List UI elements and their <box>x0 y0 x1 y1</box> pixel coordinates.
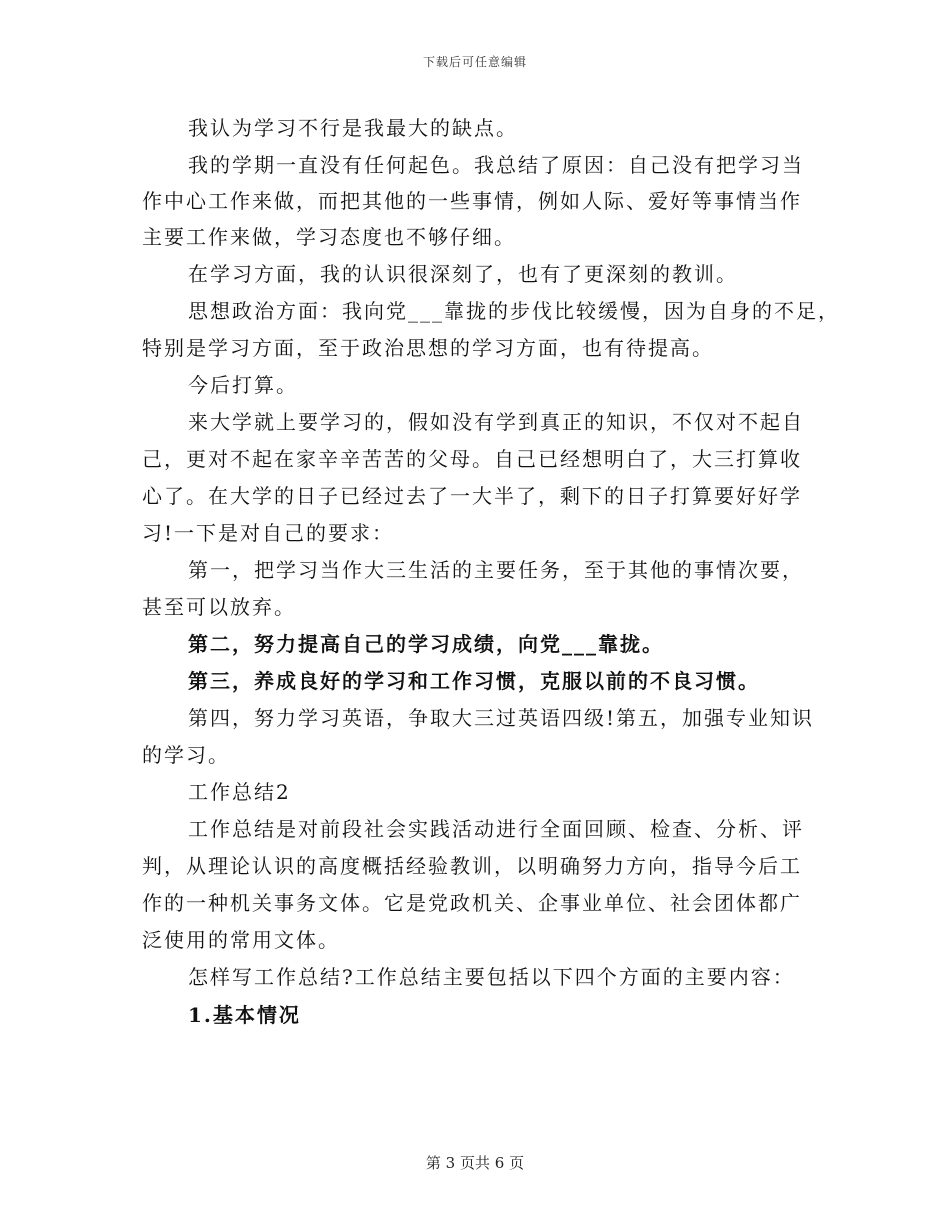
paragraph-line: 己，更对不起在家辛辛苦苦的父母。自己已经想明白了，大三打算收 <box>142 447 802 471</box>
paragraph-line: 的学习。 <box>142 743 230 767</box>
paragraph-line: 习!一下是对自己的要求： <box>142 521 395 545</box>
paragraph-line: 甚至可以放弃。 <box>142 595 296 619</box>
paragraph-line: 主要工作来做，学习态度也不够仔细。 <box>142 225 516 249</box>
paragraph-line: 我的学期一直没有任何起色。我总结了原因：自己没有把学习当 <box>188 153 804 177</box>
paragraph-line: 来大学就上要学习的，假如没有学到真正的知识，不仅对不起自 <box>188 410 804 434</box>
paragraph-line: 第一，把学习当作大三生活的主要任务，至于其他的事情次要， <box>188 558 804 582</box>
bold-paragraph-line: 第三，养成良好的学习和工作习惯，克服以前的不良习惯。 <box>188 669 760 693</box>
bold-paragraph-line: 第二，努力提高自己的学习成绩，向党___靠拢。 <box>188 632 664 656</box>
paragraph-line: 我认为学习不行是我最大的缺点。 <box>188 116 518 140</box>
paragraph-line: 特别是学习方面，至于政治思想的学习方面，也有待提高。 <box>142 336 714 360</box>
paragraph-line: 怎样写工作总结?工作总结主要包括以下四个方面的主要内容： <box>188 965 795 989</box>
paragraph-line: 泛使用的常用文体。 <box>142 928 340 952</box>
page-number: 第 3 页共 6 页 <box>425 1154 525 1172</box>
paragraph-line: 在学习方面，我的认识很深刻了，也有了更深刻的教训。 <box>188 262 738 286</box>
subsection-heading: 1.基本情况 <box>188 1003 301 1027</box>
page-header-note: 下载后可任意编辑 <box>422 55 527 69</box>
paragraph-line: 工作总结是对前段社会实践活动进行全面回顾、检查、分析、评 <box>188 817 804 841</box>
paragraph-line: 今后打算。 <box>188 373 298 397</box>
section-heading: 工作总结2 <box>188 780 291 804</box>
paragraph-line: 作中心工作来做，而把其他的一些事情，例如人际、爱好等事情当作 <box>142 189 802 213</box>
paragraph-line: 心了。在大学的日子已经过去了一大半了，剩下的日子打算要好好学 <box>142 484 802 508</box>
paragraph-line: 第四，努力学习英语，争取大三过英语四级!第五，加强专业知识 <box>188 706 815 730</box>
paragraph-line: 作的一种机关事务文体。它是党政机关、企事业单位、社会团体都广 <box>142 891 802 915</box>
paragraph-line: 思想政治方面：我向党___靠拢的步伐比较缓慢，因为自身的不足， <box>188 299 840 323</box>
paragraph-line: 判，从理论认识的高度概括经验教训，以明确努力方向，指导今后工 <box>142 854 802 878</box>
